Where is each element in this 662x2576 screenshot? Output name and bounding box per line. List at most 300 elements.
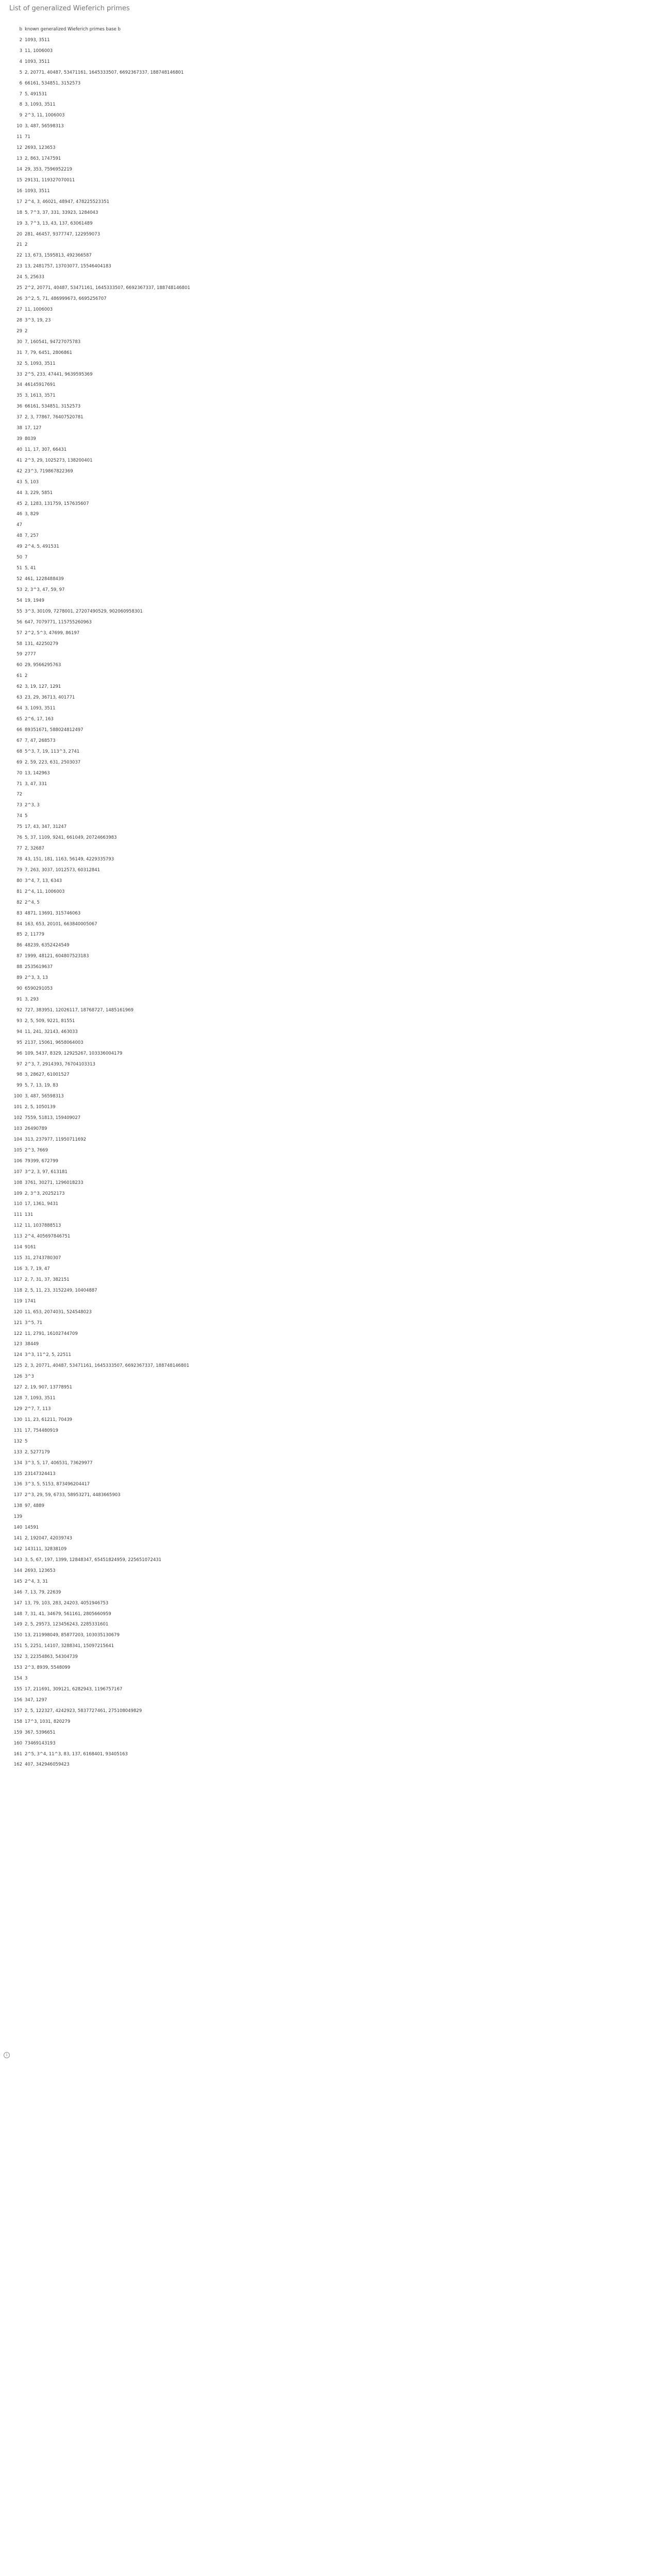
primes-value: 5, 7^3, 37, 331, 33923, 1284043 — [25, 210, 98, 215]
base-number: 99 — [16, 1083, 22, 1089]
primes-value: 5, 37, 1109, 9241, 661049, 20724663983 — [25, 835, 117, 841]
base-number: 6 — [19, 80, 22, 86]
list-item — [11, 628, 651, 639]
base-number: 57 — [16, 630, 22, 636]
base-number: 52 — [16, 577, 22, 582]
list-item — [11, 412, 651, 423]
list-item — [11, 46, 651, 57]
list-item — [11, 1544, 651, 1555]
list-item — [11, 283, 651, 294]
primes-value: 2, 5277179 — [25, 1449, 50, 1455]
base-number: 11 — [16, 134, 22, 140]
primes-value: 5, 103 — [25, 479, 39, 485]
list-item — [11, 843, 651, 854]
list-item — [11, 1091, 651, 1102]
base-number: 111 — [13, 1212, 22, 1218]
primes-value: 17, 1361, 9431 — [25, 1201, 58, 1207]
base-number: 118 — [13, 1287, 22, 1293]
base-number: 41 — [16, 457, 22, 463]
list-item — [11, 671, 651, 682]
primes-value: 79399, 672799 — [25, 1158, 58, 1164]
base-number: 129 — [13, 1406, 22, 1412]
primes-value: 2, 32687 — [25, 846, 44, 852]
primes-list — [11, 24, 651, 1770]
list-item — [11, 1210, 651, 1221]
primes-value: 11, 1006003 — [25, 48, 53, 54]
base-number: 139 — [13, 1514, 22, 1520]
primes-value: 2^3, 11, 1006003 — [25, 113, 65, 118]
base-number: 156 — [13, 1697, 22, 1703]
primes-value: 2, 5, 29573, 123456243, 2285331601 — [25, 1622, 109, 1628]
primes-value: 11, 2791, 16102744709 — [25, 1331, 78, 1336]
base-number: 126 — [13, 1374, 22, 1380]
primes-value: 66161, 534851, 3152573 — [25, 80, 81, 86]
base-number: 138 — [13, 1503, 22, 1509]
list-item — [11, 499, 651, 510]
base-number: 143 — [13, 1557, 22, 1563]
list-item — [11, 854, 651, 865]
list-item — [11, 1113, 651, 1124]
list-item — [11, 736, 651, 747]
list-item — [11, 1124, 651, 1134]
primes-value: 3, 5, 67, 197, 1399, 12848347, 65451824959, 225651072431 — [25, 1557, 161, 1563]
list-item — [11, 57, 651, 67]
primes-value: 2693, 123653 — [25, 145, 56, 151]
list-item — [11, 445, 651, 455]
primes-value: 14591 — [25, 1525, 39, 1531]
list-item — [11, 1706, 651, 1717]
base-number: 142 — [13, 1546, 22, 1552]
list-item — [11, 261, 651, 272]
base-number: 21 — [16, 242, 22, 248]
list-item — [11, 596, 651, 606]
primes-value: 11, 1037888513 — [25, 1223, 61, 1229]
base-number: 130 — [13, 1417, 22, 1422]
base-number: 95 — [16, 1040, 22, 1045]
primes-value: 17, 754480919 — [25, 1428, 58, 1433]
list-item — [11, 1577, 651, 1587]
list-item — [11, 240, 651, 250]
base-number: 35 — [16, 393, 22, 399]
base-number: 33 — [16, 371, 22, 377]
primes-value: 2^4, 5 — [25, 900, 40, 905]
base-number: 66 — [16, 727, 22, 733]
list-item — [11, 703, 651, 714]
base-number: 112 — [13, 1223, 22, 1229]
primes-value: 2^4, 11, 1006003 — [25, 889, 65, 894]
list-item — [11, 984, 651, 994]
base-number: 59 — [16, 652, 22, 657]
list-item — [11, 1156, 651, 1167]
list-item — [11, 563, 651, 574]
primes-value: 2^3, 7, 2914393, 76704103313 — [25, 1061, 95, 1067]
list-item — [11, 779, 651, 790]
primes-value: 5, 7, 13, 19, 83 — [25, 1083, 58, 1089]
list-item — [11, 811, 651, 822]
primes-value: 3^3, 5, 17, 406531, 73629977 — [25, 1460, 93, 1466]
base-number: 141 — [13, 1536, 22, 1541]
primes-value: 38449 — [25, 1342, 39, 1347]
base-number: 162 — [13, 1762, 22, 1768]
primes-value: 3, 28627, 61001527 — [25, 1072, 70, 1078]
list-item — [11, 304, 651, 315]
list-item — [11, 250, 651, 261]
primes-value: 2^3, 3 — [25, 803, 40, 808]
base-number: 88 — [16, 964, 22, 970]
primes-value: 3, 487, 56598313 — [25, 124, 64, 129]
primes-value: 11, 17, 307, 66431 — [25, 447, 67, 452]
primes-value: 3^2, 5, 71, 486999673, 6695256707 — [25, 296, 107, 302]
primes-value: 1741 — [25, 1298, 36, 1304]
list-item — [11, 1619, 651, 1630]
primes-value: 2, 192047, 42039743 — [25, 1536, 72, 1541]
primes-value: 2^5, 3^4, 11^3, 83, 137, 6168401, 93405163 — [25, 1751, 128, 1757]
list-item — [11, 768, 651, 779]
base-number: 154 — [13, 1676, 22, 1682]
primes-value: 2^2, 5^3, 47699, 86197 — [25, 630, 80, 636]
base-number: 134 — [13, 1460, 22, 1466]
base-number: 104 — [13, 1137, 22, 1142]
list-item — [11, 1684, 651, 1695]
list-item — [11, 1253, 651, 1264]
list-item — [11, 1371, 651, 1382]
primes-value: 5, 41 — [25, 566, 36, 571]
base-number: 123 — [13, 1342, 22, 1347]
info-icon[interactable]: i — [4, 2052, 10, 2058]
primes-value: 3, 22354863, 54304739 — [25, 1654, 78, 1660]
list-item — [11, 1361, 651, 1371]
base-number: 53 — [16, 587, 22, 592]
list-item — [11, 617, 651, 628]
base-number: 157 — [13, 1708, 22, 1714]
base-number: 40 — [16, 447, 22, 452]
list-item — [11, 1231, 651, 1242]
list-item — [11, 434, 651, 445]
list-item — [11, 908, 651, 919]
list-item — [11, 876, 651, 887]
primes-value: 3, 829 — [25, 512, 39, 517]
primes-value: 3^3, 30109, 7278001, 27207490529, 902060958301 — [25, 608, 143, 614]
base-number: 100 — [13, 1094, 22, 1099]
primes-value: 2, 5, 122327, 4242923, 5837727461, 275108049829 — [25, 1708, 142, 1714]
primes-value: 3 — [25, 1676, 28, 1682]
primes-value: 3^3, 19, 23 — [25, 317, 51, 323]
primes-value: 3^3, 5, 5153, 873496204417 — [25, 1482, 90, 1487]
list-item — [11, 1404, 651, 1415]
base-number: 54 — [16, 598, 22, 603]
list-item — [11, 175, 651, 186]
base-number: 90 — [16, 986, 22, 992]
list-item — [11, 639, 651, 650]
primes-value: 3^3 — [25, 1374, 34, 1380]
base-number: 96 — [16, 1050, 22, 1056]
base-number: 91 — [16, 996, 22, 1002]
base-number: 44 — [16, 490, 22, 496]
primes-value: 7, 47, 268573 — [25, 738, 56, 743]
page-title: List of generalized Wieferich primes — [9, 5, 130, 12]
base-number: 119 — [13, 1298, 22, 1304]
list-item — [11, 197, 651, 208]
base-number: 12 — [16, 145, 22, 151]
base-number: 102 — [13, 1115, 22, 1121]
primes-value: 2 — [25, 242, 28, 248]
primes-value: 3^5, 71 — [25, 1320, 43, 1326]
primes-value: 13, 142963 — [25, 770, 50, 776]
base-number: 117 — [13, 1277, 22, 1282]
list-item — [11, 606, 651, 617]
primes-value: 46145917691 — [25, 382, 56, 388]
primes-value: 2, 19, 907, 13778951 — [25, 1385, 72, 1391]
base-number: 34 — [16, 382, 22, 388]
list-item — [11, 1727, 651, 1738]
base-number: 70 — [16, 770, 22, 776]
primes-value: 5, 1093, 3511 — [25, 361, 56, 366]
base-number: 67 — [16, 738, 22, 743]
primes-value: 7559, 51813, 159409027 — [25, 1115, 81, 1121]
base-number: 26 — [16, 296, 22, 302]
primes-value: 3, 1613, 3571 — [25, 393, 56, 399]
base-number: 108 — [13, 1180, 22, 1185]
primes-value: 73469143193 — [25, 1740, 56, 1746]
base-number: 85 — [16, 932, 22, 938]
list-item — [11, 1016, 651, 1027]
list-item — [11, 326, 651, 337]
list-item — [11, 1630, 651, 1641]
base-number: 80 — [16, 878, 22, 884]
base-number: 158 — [13, 1719, 22, 1724]
base-number: 106 — [13, 1158, 22, 1164]
list-item — [11, 1178, 651, 1189]
list-item — [11, 1145, 651, 1156]
list-item — [11, 1102, 651, 1113]
header-primes-label: known generalized Wieferich primes base b — [25, 27, 121, 32]
list-item — [11, 1641, 651, 1652]
list-item — [11, 1329, 651, 1340]
list-item — [11, 1426, 651, 1436]
list-header-row — [11, 24, 651, 35]
list-item — [11, 973, 651, 984]
primes-value: 3761, 30271, 1296018233 — [25, 1180, 84, 1185]
base-number: 17 — [16, 199, 22, 205]
primes-value: 11, 241, 32143, 463033 — [25, 1029, 78, 1035]
primes-value: 461, 1228488439 — [25, 577, 64, 582]
list-item — [11, 897, 651, 908]
primes-value: 281, 46457, 9377747, 122959073 — [25, 231, 101, 237]
base-number: 64 — [16, 706, 22, 711]
base-number: 27 — [16, 307, 22, 312]
list-item — [11, 1479, 651, 1490]
base-number: 45 — [16, 501, 22, 506]
base-number: 133 — [13, 1449, 22, 1455]
primes-value: 2^6, 17, 163 — [25, 717, 54, 722]
primes-value: 1093, 3511 — [25, 188, 50, 194]
primes-value: 1093, 3511 — [25, 59, 50, 64]
primes-value: 2^4, 3, 46021, 48947, 478225523351 — [25, 199, 109, 205]
list-item — [11, 1673, 651, 1684]
primes-value: 23, 29, 36713, 401771 — [25, 695, 75, 701]
list-item — [11, 994, 651, 1005]
list-item — [11, 164, 651, 175]
base-number: 136 — [13, 1482, 22, 1487]
primes-value: 7, 13, 79, 22639 — [25, 1589, 61, 1595]
list-item — [11, 1436, 651, 1447]
list-item — [11, 99, 651, 110]
list-item — [11, 1199, 651, 1210]
primes-value: 2^4, 5, 491531 — [25, 544, 59, 550]
primes-value: 2^7, 7, 113 — [25, 1406, 51, 1412]
list-item — [11, 1189, 651, 1199]
list-item — [11, 1490, 651, 1501]
base-number: 140 — [13, 1525, 22, 1531]
list-item — [11, 1749, 651, 1760]
primes-value: 7, 79, 6451, 2806861 — [25, 350, 72, 355]
primes-value: 1999, 48121, 604807523183 — [25, 954, 89, 959]
base-number: 63 — [16, 695, 22, 701]
primes-value: 13, 211998049, 85877203, 103035130679 — [25, 1633, 120, 1638]
list-item — [11, 1458, 651, 1469]
list-item — [11, 865, 651, 876]
primes-value: 23^3, 719867822369 — [25, 468, 73, 474]
base-number: 78 — [16, 856, 22, 862]
list-item — [11, 714, 651, 725]
base-number: 103 — [13, 1126, 22, 1132]
base-number: 8 — [19, 102, 22, 108]
list-item — [11, 1167, 651, 1178]
list-item — [11, 1512, 651, 1522]
base-number: 38 — [16, 426, 22, 431]
list-item — [11, 477, 651, 488]
base-number: 152 — [13, 1654, 22, 1660]
primes-value: 9161 — [25, 1245, 36, 1250]
primes-value: 7, 263, 3037, 1012573, 60312841 — [25, 867, 100, 873]
primes-value: 11, 23, 61211, 70439 — [25, 1417, 72, 1422]
primes-value: 31, 2743780307 — [25, 1256, 61, 1261]
list-item — [11, 218, 651, 229]
primes-value: 163, 653, 20101, 663840005067 — [25, 921, 97, 927]
primes-value: 2, 3^3, 20252173 — [25, 1191, 65, 1196]
base-number: 93 — [16, 1018, 22, 1024]
list-item — [11, 391, 651, 401]
base-number: 39 — [16, 436, 22, 442]
primes-value: 2, 863, 1747591 — [25, 156, 61, 162]
primes-value: 4871, 13691, 315746063 — [25, 910, 81, 916]
primes-value: 3, 487, 56598313 — [25, 1094, 64, 1099]
base-number: 42 — [16, 468, 22, 474]
list-item — [11, 822, 651, 833]
primes-value: 5, 491531 — [25, 91, 47, 97]
base-number: 32 — [16, 361, 22, 366]
base-number: 109 — [13, 1191, 22, 1196]
primes-value: 2 — [25, 673, 28, 679]
primes-value: 97, 4889 — [25, 1503, 44, 1509]
base-number: 149 — [13, 1622, 22, 1628]
list-item — [11, 919, 651, 930]
list-item — [11, 1717, 651, 1727]
base-number: 127 — [13, 1385, 22, 1391]
primes-value: 2^3, 8939, 5548099 — [25, 1665, 71, 1671]
list-item — [11, 337, 651, 348]
primes-value: 2^4, 405697846751 — [25, 1234, 71, 1240]
primes-value: 3, 19, 127, 1291 — [25, 684, 61, 690]
primes-value: 2, 3, 77867, 76407520781 — [25, 415, 84, 420]
list-item — [11, 1598, 651, 1609]
primes-value: 3, 229, 5851 — [25, 490, 53, 496]
primes-value: 66161, 534851, 3152573 — [25, 404, 81, 410]
base-number: 150 — [13, 1633, 22, 1638]
list-item — [11, 35, 651, 46]
primes-value: 2, 5, 509, 9221, 81551 — [25, 1018, 75, 1024]
list-item — [11, 294, 651, 304]
primes-value: 2535619637 — [25, 964, 53, 970]
list-item — [11, 800, 651, 811]
primes-value: 2, 3^3, 47, 59, 97 — [25, 587, 65, 592]
list-item — [11, 1027, 651, 1038]
primes-value: 131 — [25, 1212, 34, 1218]
base-number: 50 — [16, 555, 22, 561]
base-number: 36 — [16, 404, 22, 410]
primes-value: 2777 — [25, 652, 36, 657]
primes-value: 727, 383951, 12026117, 18768727, 1485161969 — [25, 1007, 134, 1013]
base-number: 74 — [16, 814, 22, 819]
list-item — [11, 1296, 651, 1307]
primes-value: 7, 1093, 3511 — [25, 1396, 56, 1401]
base-number: 107 — [13, 1169, 22, 1175]
list-item — [11, 531, 651, 541]
list-item — [11, 1522, 651, 1533]
base-number: 81 — [16, 889, 22, 894]
base-number: 77 — [16, 846, 22, 852]
list-item — [11, 1275, 651, 1285]
primes-value: 313, 237977, 11950711692 — [25, 1137, 86, 1142]
primes-value: 2693, 123653 — [25, 1568, 56, 1573]
list-item — [11, 1555, 651, 1566]
base-number: 68 — [16, 749, 22, 754]
base-number: 151 — [13, 1643, 22, 1649]
list-item — [11, 186, 651, 197]
primes-value: 143111, 32838109 — [25, 1546, 67, 1552]
base-number: 23 — [16, 264, 22, 269]
primes-value: 89351671, 588024812497 — [25, 727, 84, 733]
primes-value: 13, 79, 103, 283, 24203, 4051946753 — [25, 1600, 109, 1606]
list-item — [11, 660, 651, 671]
list-item — [11, 649, 651, 660]
base-number: 94 — [16, 1029, 22, 1035]
base-number: 43 — [16, 479, 22, 485]
list-item — [11, 962, 651, 973]
list-item — [11, 1738, 651, 1749]
primes-value: 11, 1006003 — [25, 307, 53, 312]
list-item — [11, 682, 651, 692]
list-item — [11, 359, 651, 369]
base-number: 48 — [16, 533, 22, 539]
primes-value: 7, 160541, 94727075783 — [25, 339, 81, 345]
list-item — [11, 725, 651, 736]
header-base-label: b — [19, 27, 22, 32]
list-item — [11, 455, 651, 466]
base-number: 132 — [13, 1438, 22, 1444]
base-number: 159 — [13, 1730, 22, 1735]
primes-value: 3, 7, 19, 47 — [25, 1266, 50, 1272]
primes-value: 29131, 119327070011 — [25, 177, 75, 183]
primes-value: 8039 — [25, 436, 36, 442]
primes-value: 3^2, 3, 97, 613181 — [25, 1169, 68, 1175]
primes-value: 1093, 3511 — [25, 37, 50, 43]
list-item — [11, 1533, 651, 1544]
base-number: 83 — [16, 910, 22, 916]
list-item — [11, 143, 651, 154]
list-item — [11, 229, 651, 240]
primes-value: 2, 3, 20771, 40487, 53471161, 1645333507, 6692367337, 188748146801 — [25, 1363, 190, 1369]
